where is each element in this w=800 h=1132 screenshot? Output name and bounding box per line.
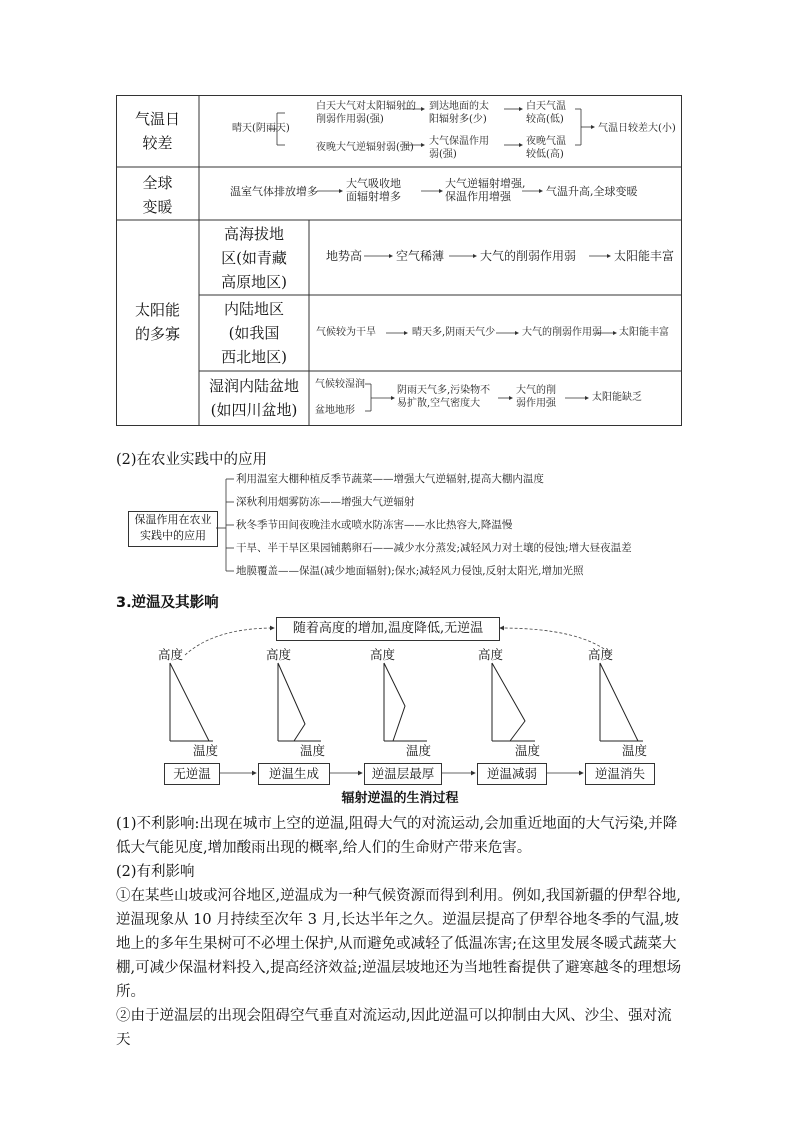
diurnal-upper-1: 白天大气对太阳辐射的 削弱作用弱(强) <box>316 101 416 125</box>
paragraph-favorable-1: ①在某些山坡或河谷地区,逆温成为一种气候资源而得到利用。例如,我国新疆的伊犁谷地,逆温现象从 10 月持续至次年 3 月,长达半年之久。逆温层提高了伊犁谷地冬季的气温,坡地上的多年生果树可不必埋土保护,从而避免或减轻了低温冻害;在这里发展冬暖式蔬菜大棚,可减少保温材料投入,提高经济效益;逆温层坡地还为当地牲畜提供了避寒越冬的理想场所。 <box>116 888 682 1000</box>
agri-brace <box>216 470 236 580</box>
region-sichuan: 湿润内陆盆地 (如四川盆地) <box>208 377 299 419</box>
sichuan-chain-a1: 气候较湿润 <box>315 379 365 390</box>
plateau-chain-4: 太阳能丰富 <box>614 249 675 263</box>
agri-line-1: 利用温室大棚种植反季节蔬菜——增强大气逆辐射,提高大棚内温度 <box>236 473 544 485</box>
sichuan-chain-d: 太阳能缺乏 <box>592 392 642 403</box>
region-plateau: 高海拔地 区(如青藏 高原地区) <box>221 225 287 291</box>
diurnal-lower-3: 夜晚气温 较低(高) <box>526 136 566 160</box>
paragraph-favorable-heading: (2)有利影响 <box>116 864 195 880</box>
diurnal-start: 晴天(阴雨天) <box>232 123 290 134</box>
stage-forming: 逆温生成 <box>258 763 330 785</box>
warming-d: 气温升高,全球变暖 <box>546 185 638 198</box>
row-label-solar: 太阳能 的多寡 <box>134 301 180 343</box>
warming-a: 温室气体排放增多 <box>230 185 318 198</box>
stage-no-inversion: 无逆温 <box>164 763 220 785</box>
diurnal-lower-2: 大气保温作用 弱(强) <box>429 136 489 160</box>
paragraph-unfavorable: (1)不利影响:出现在城市上空的逆温,阻碍大气的对流运动,会加重近地面的大气污染,并降低大气能见度,增加酸雨出现的概率,给人们的生命财产带来危害。 <box>116 816 678 856</box>
diurnal-end: 气温日较差大(小) <box>598 123 676 134</box>
diagram-caption: 辐射逆温的生消过程 <box>341 791 459 806</box>
agri-line-3: 秋冬季节田间夜晚洼水或喷水防冻害——水比热容大,降温慢 <box>236 519 513 531</box>
sichuan-chain-b: 阴雨天气多,污染物不 易扩散,空气密度大 <box>397 385 491 409</box>
graph-inversion-weakening <box>492 663 535 741</box>
row-label-warming: 全球 变暖 <box>142 174 173 216</box>
stage-weakening: 逆温减弱 <box>477 763 547 785</box>
x-label-1: 温度 <box>193 743 219 758</box>
agri-heading: (2)在农业实践中的应用 <box>116 452 268 468</box>
section3-heading: 3.逆温及其影响 <box>116 595 219 611</box>
stage-thickest: 逆温层最厚 <box>364 763 442 785</box>
y-label-5: 高度 <box>588 647 614 662</box>
paragraph-favorable-2: ②由于逆温层的出现会阻碍空气垂直对流运动,因此逆温可以抑制由大风、沙尘、强对流天 <box>116 1008 672 1048</box>
row-label-diurnal: 气温日 较差 <box>134 110 180 152</box>
y-label-3: 高度 <box>370 647 396 662</box>
graph-no-inversion <box>170 663 213 741</box>
diurnal-upper-2: 到达地面的太 阳辐射多(少) <box>429 101 489 125</box>
agri-line-4: 干旱、半干旱区果园铺鹅卵石——减少水分蒸发;减轻风力对土壤的侵蚀;增大昼夜温差 <box>236 542 632 554</box>
diurnal-upper-3: 白天气温 较高(低) <box>526 101 566 125</box>
agri-box: 保温作用在农业 实践中的应用 <box>128 511 218 547</box>
northwest-chain-4: 太阳能丰富 <box>619 327 669 338</box>
x-label-3: 温度 <box>406 743 432 758</box>
y-label-1: 高度 <box>158 647 184 662</box>
northwest-chain-1: 气候较为干旱 <box>316 327 376 338</box>
dashed-arc-left <box>185 628 274 655</box>
stage-gone: 逆温消失 <box>585 763 655 785</box>
graph-inversion-gone <box>600 663 643 741</box>
plateau-chain-2: 空气稀薄 <box>396 249 445 263</box>
y-label-2: 高度 <box>266 647 292 662</box>
y-label-4: 高度 <box>478 647 504 662</box>
plateau-chain-3: 大气的削弱作用弱 <box>480 249 577 263</box>
sichuan-chain-a2: 盆地地形 <box>315 405 355 416</box>
plateau-chain-1: 地势高 <box>326 249 363 263</box>
no-inversion-label-box: 随着高度的增加,温度降低,无逆温 <box>276 617 500 641</box>
inversion-diagram <box>0 600 800 790</box>
northwest-chain-3: 大气的削弱作用弱 <box>522 327 602 338</box>
sichuan-chain-c: 大气的削 弱作用强 <box>516 385 556 409</box>
graph-inversion-thickest <box>384 663 427 741</box>
graph-inversion-forming <box>278 663 321 741</box>
x-label-4: 温度 <box>515 743 541 758</box>
warming-c: 大气逆辐射增强, 保温作用增强 <box>445 177 526 203</box>
x-label-2: 温度 <box>300 743 326 758</box>
warming-b: 大气吸收地 面辐射增多 <box>346 177 401 203</box>
agri-line-5: 地膜覆盖——保温(减少地面辐射);保水;减轻风力侵蚀,反射太阳光,增加光照 <box>236 565 584 577</box>
region-northwest: 内陆地区 (如我国 西北地区) <box>221 300 287 366</box>
summary-table <box>116 95 682 426</box>
northwest-chain-2: 晴天多,阴雨天气少 <box>412 327 496 338</box>
agri-line-2: 深秋利用烟雾防冻——增强大气逆辐射 <box>236 496 415 508</box>
diurnal-lower-1: 夜晚大气逆辐射弱(强) <box>316 142 414 153</box>
x-label-5: 温度 <box>622 743 648 758</box>
